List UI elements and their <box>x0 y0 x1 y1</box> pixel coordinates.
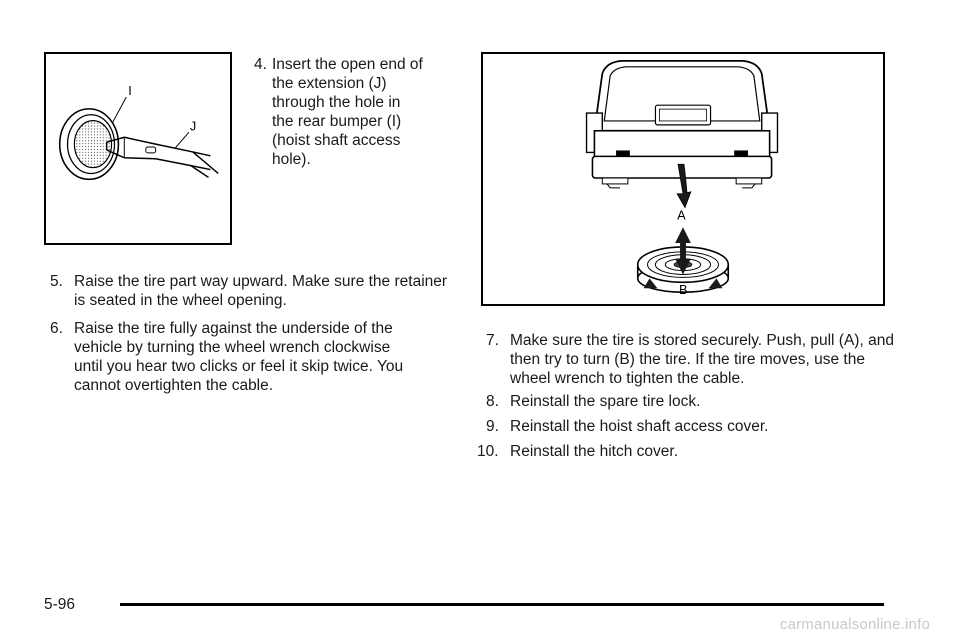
step-text: Raise the tire part way upward. Make sure the retainer is seated in the wheel opening. <box>74 273 448 309</box>
label-push-pull-a: A <box>677 207 686 223</box>
step-text: Reinstall the hoist shaft access cover. <box>510 418 769 435</box>
hoist-hole-illustration <box>46 54 230 243</box>
step-text: Reinstall the hitch cover. <box>510 443 679 460</box>
watermark: carmanualsonline.info <box>779 616 930 633</box>
page-number: 5-96 <box>44 596 76 613</box>
step-7 <box>486 331 896 388</box>
footer-rule <box>120 603 884 606</box>
step-text: Make sure the tire is stored securely. Push, pull (A), and then try to turn (B) the tire. If the tire moves, use the wheel wrench to tighten the cable. <box>510 332 894 387</box>
step-number: 5. <box>50 273 63 290</box>
spare-tire-illustration <box>483 54 883 304</box>
step-number: 4. <box>254 56 267 73</box>
step-6 <box>50 319 450 395</box>
step-text: Reinstall the spare tire lock. <box>510 393 701 410</box>
step-text: Insert the open end of the extension (J) through the hole in the rear bumper (I) (hoist shaft access hole). <box>272 56 423 168</box>
step-text: Raise the tire fully against the underside of the vehicle by turning the wheel wrench clockwise until you hear two clicks or feel it skip twice. You cannot overtighten the cable. <box>74 320 404 394</box>
figure-spare-tire-check <box>481 52 885 306</box>
step-4 <box>254 55 454 169</box>
label-extension-j: J <box>189 118 197 134</box>
figure-hoist-shaft-hole <box>44 52 232 245</box>
label-turn-b: B <box>679 282 688 298</box>
step-number: 6. <box>50 320 63 337</box>
step-8 <box>486 392 886 411</box>
step-number: 9. <box>486 418 499 435</box>
step-number: 8. <box>486 393 499 410</box>
step-number: 7. <box>486 332 499 349</box>
label-bumper-i: I <box>128 83 132 99</box>
step-number: 10. <box>477 443 499 460</box>
step-5 <box>50 272 450 310</box>
step-9 <box>486 417 886 436</box>
step-10 <box>477 442 877 461</box>
